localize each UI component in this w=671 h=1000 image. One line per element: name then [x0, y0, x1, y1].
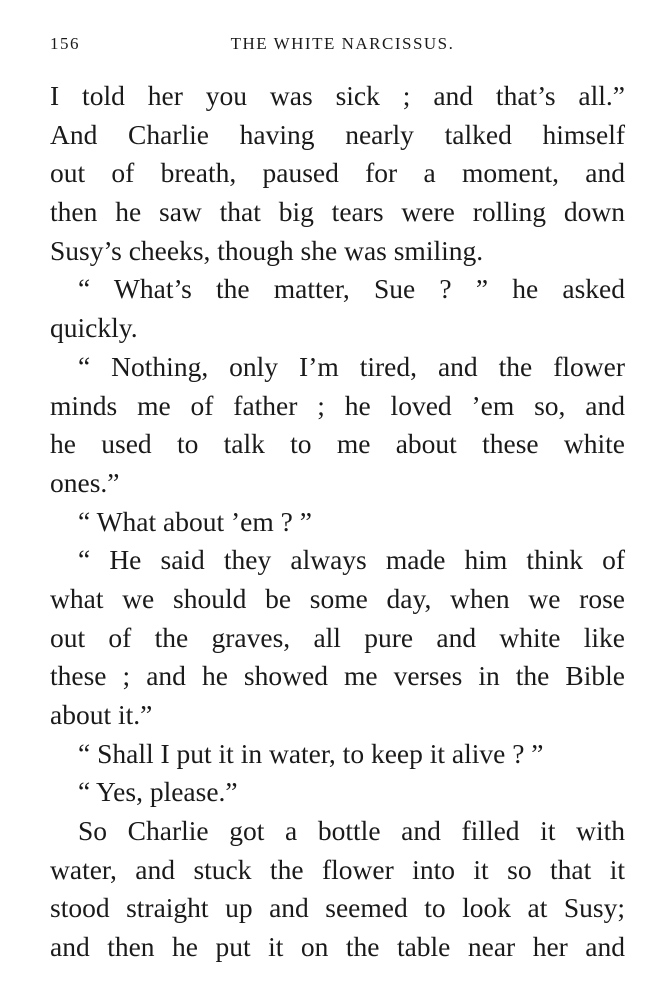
running-head [50, 34, 625, 56]
text-line: “ Yes, please.” [78, 776, 238, 808]
text-line: “ Nothing, only I’m tired, and the flower [78, 350, 625, 382]
text-line: out of the graves, all pure and white like [50, 621, 625, 653]
page-number: 156 [50, 34, 80, 53]
text-line: “ What’s the matter, Sue ? ” he asked [78, 273, 625, 305]
text-line: stood straight up and seemed to look at Susy; [50, 892, 625, 924]
text-line: he used to talk to me about these white [50, 428, 625, 460]
text-line: out of breath, paused for a moment, and [50, 157, 625, 189]
text-line: what we should be some day, when we rose [50, 582, 625, 614]
text-line: these ; and he showed me verses in the Bible [50, 660, 625, 692]
text-line: water, and stuck the flower into it so that it [50, 853, 625, 885]
running-title: THE WHITE NARCISSUS. [230, 34, 455, 53]
text-line: minds me of father ; he loved ’em so, and [50, 389, 625, 421]
text-line: quickly. [50, 312, 138, 344]
text-line: And Charlie having nearly talked himself [50, 118, 625, 150]
text-line: and then he put it on the table near her and [50, 931, 625, 963]
text-line: “ He said they always made him think of [78, 544, 625, 576]
text-line: “ What about ’em ? ” [78, 505, 312, 537]
text-line: “ Shall I put it in water, to keep it alive ? ” [78, 737, 544, 769]
text-line: ones.” [50, 466, 120, 498]
text-line: about it.” [50, 699, 153, 730]
text-line: then he saw that big tears were rolling down [50, 196, 625, 228]
body-text [50, 77, 625, 967]
text-line: So Charlie got a bottle and filled it with [78, 815, 625, 847]
text-line: I told her you was sick ; and that’s all.” [50, 80, 625, 111]
text-line: Susy’s cheeks, though she was smiling. [50, 234, 484, 266]
